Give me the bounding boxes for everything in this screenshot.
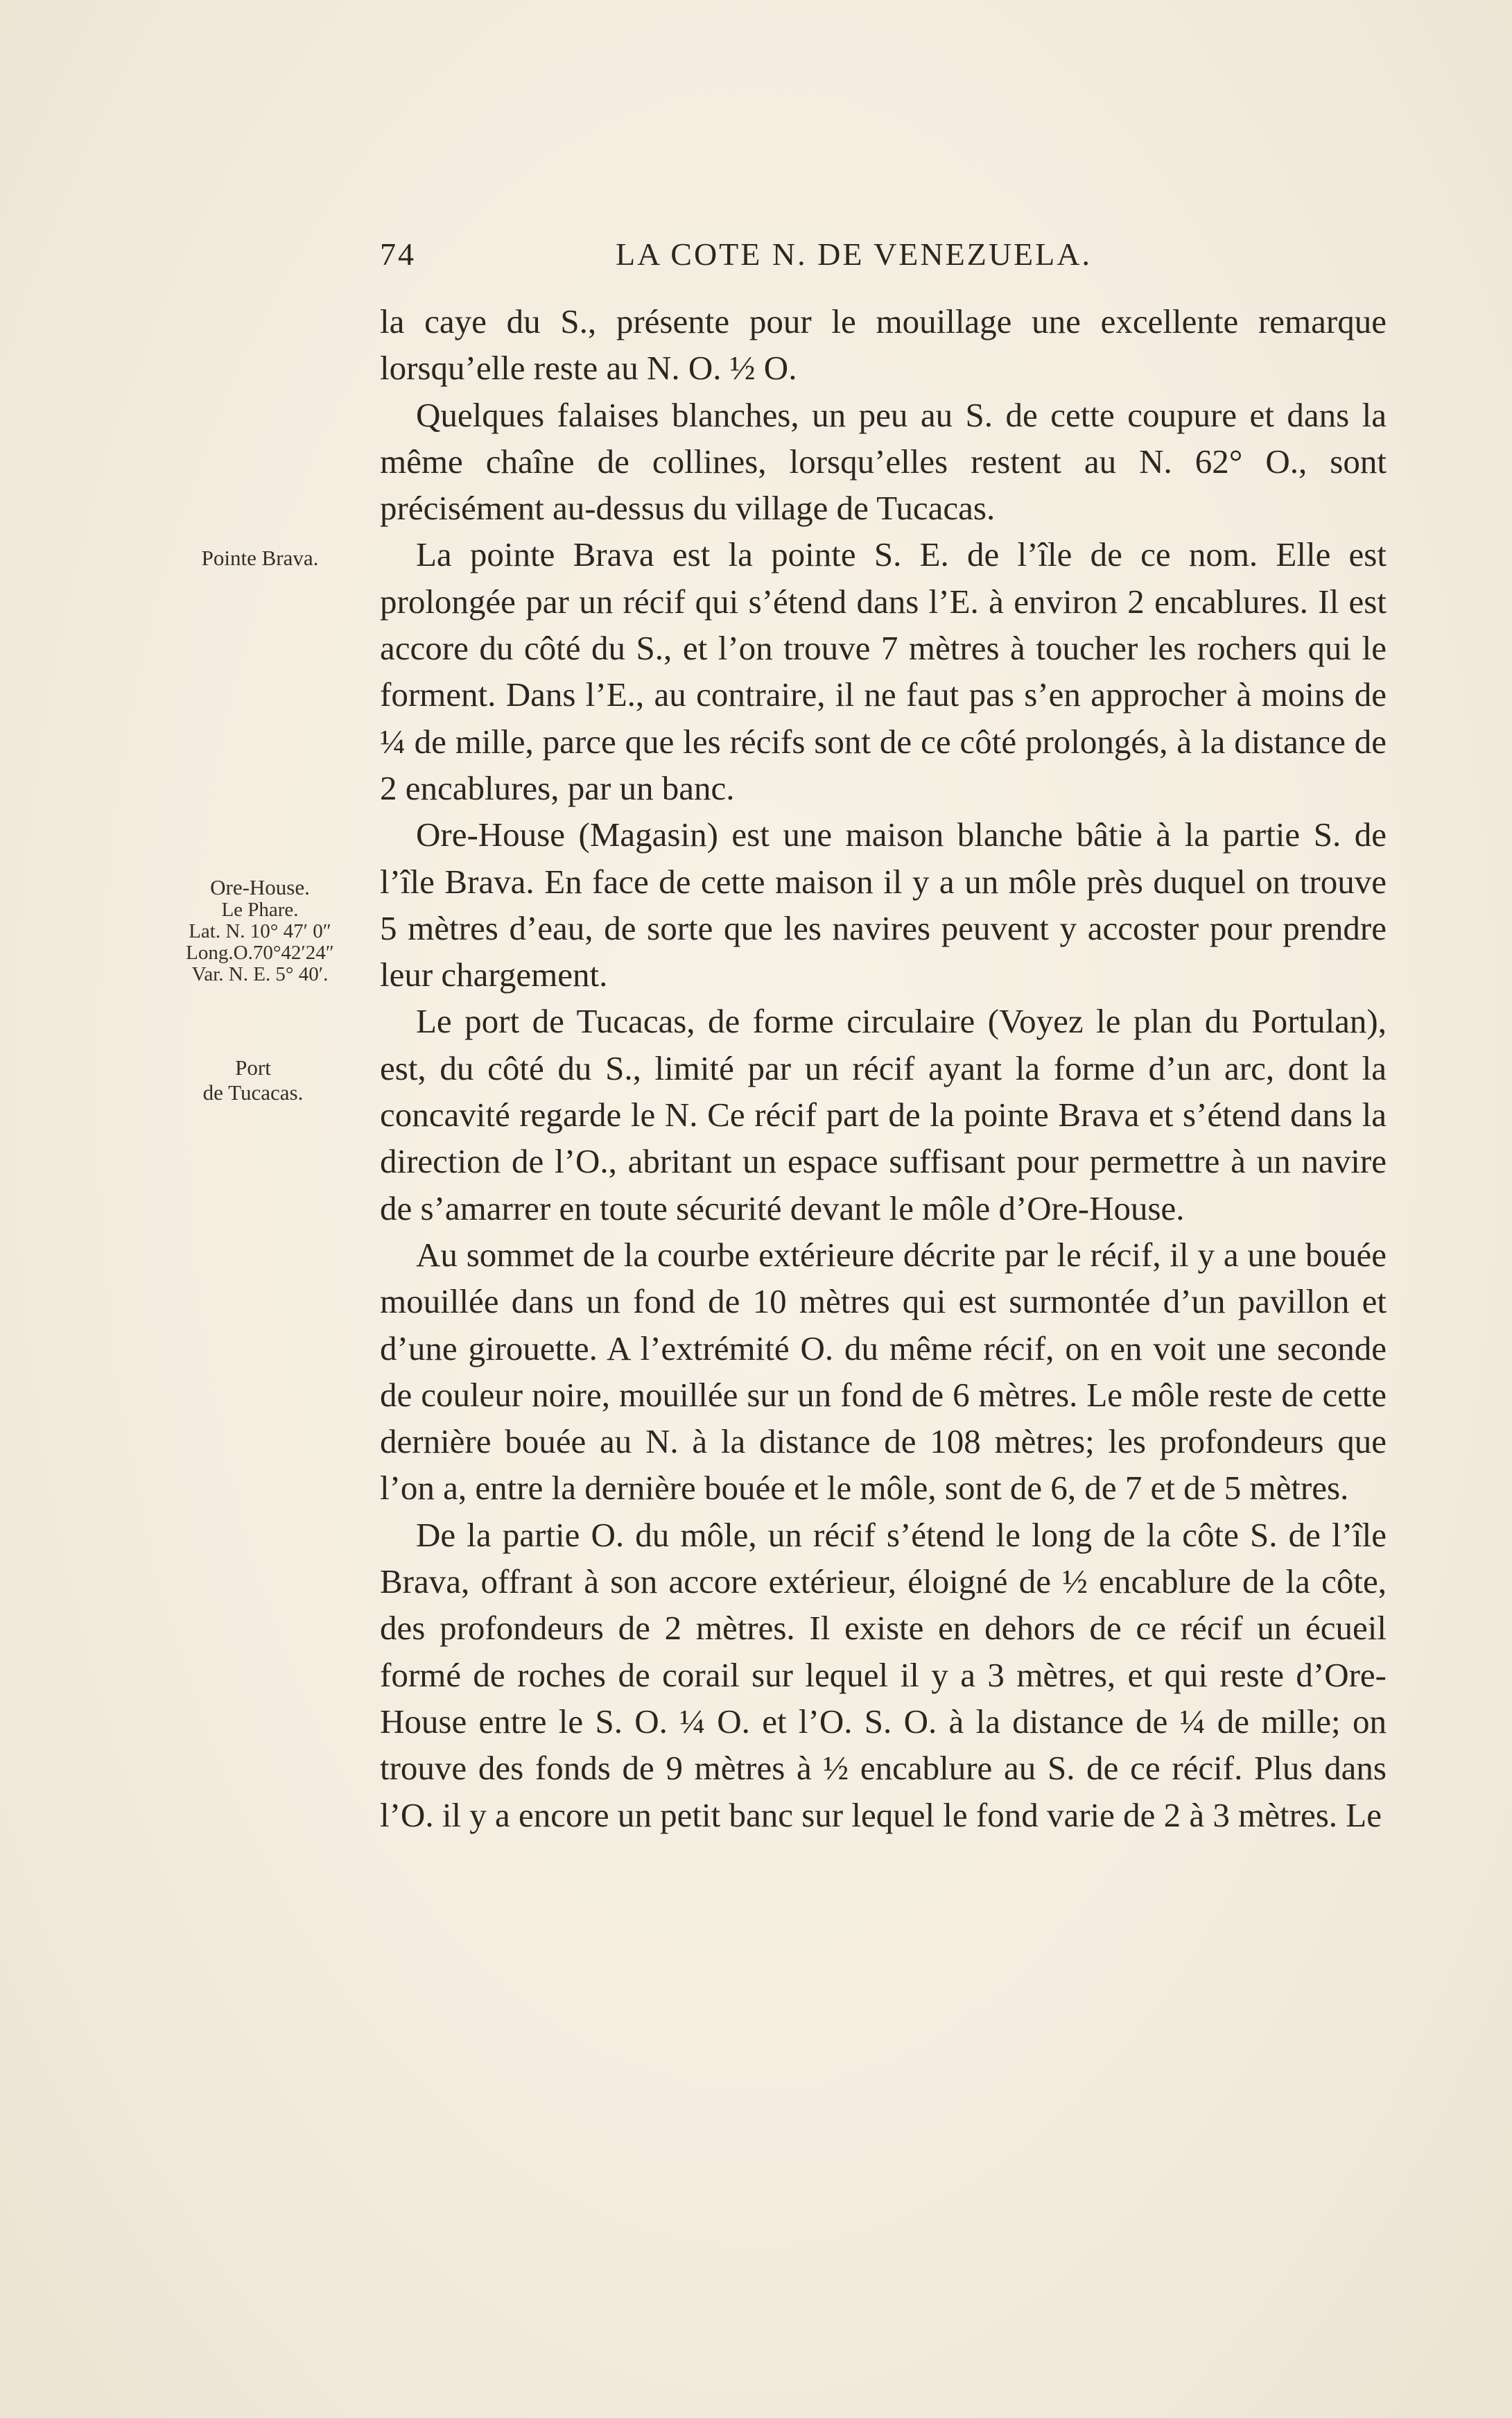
paragraph: De la partie O. du môle, un récif s’étend le long de la côte S. de l’île Brava, offrant à son accore extérieur, éloigné de ½ encablure de la côte, des profondeurs de 2 mètres. Il existe en dehors de ce récif un écueil formé de roches de corail sur lequel il y a 3 mètres, et qui reste d’Ore-House entre le S. O. ¼ O. et l’O. S. O. à la distance de ¼ de mille; on trouve des fonds de 9 mètres à ½ encablure au S. de ce récif. Plus dans l’O. il y a encore un petit banc sur lequel le fond varie de 2 à 3 mètres. Le xyxy=(380,1515,1387,1834)
page-header xyxy=(380,236,1387,284)
margin-note-port-tucacas xyxy=(177,1055,329,1105)
margin-note-port-line1: Port xyxy=(235,1055,271,1080)
paragraph: la caye du S., présente pour le mouillage une excellente remarque lorsqu’elle reste au N. O. ½ O. xyxy=(380,302,1387,388)
margin-note-ore-house-line2: Lat. N. 10° 47′ 0″ xyxy=(189,920,331,942)
margin-note-ore-house xyxy=(177,876,343,985)
margin-note-ore-house-line3: Long.O.70°42′24″ xyxy=(186,942,334,964)
paragraph: La pointe Brava est la pointe S. E. de l’île de ce nom. Elle est prolongée par un récif qui s’étend dans l’E. à environ 2 encablures. Il est accore du côté du S., et l’on trouve 7 mètres à toucher les rochers qui le forment. Dans l’E., au contraire, il ne faut pas s’en approcher à moins de ¼ de mille, parce que les récifs sont de ce côté prolongés, à la distance de 2 encablures, par un banc. xyxy=(380,535,1387,807)
paragraph: Ore-House (Magasin) est une maison blanche bâtie à la partie S. de l’île Brava. En face de cette maison il y a un môle près duquel on trouve 5 mètres d’eau, de sorte que les navires peuvent y accoster pour prendre leur chargement. xyxy=(380,815,1387,994)
paragraph: Quelques falaises blanches, un peu au S. de cette coupure et dans la même chaîne de collines, lorsqu’elles restent au N. 62° O., sont précisément au-dessus du village de Tucacas. xyxy=(380,395,1387,528)
page-number: 74 xyxy=(380,236,416,272)
margin-note-pointe-brava: Pointe Brava. xyxy=(201,546,319,570)
paragraph: Le port de Tucacas, de forme circulaire (Voyez le plan du Portulan), est, du côté du S., limité par un récif ayant la forme d’un arc, dont la concavité regarde le N. Ce récif part de la pointe Brava et s’étend dans la direction de l’O., abritant un espace suffisant pour permettre à un navire de s’amarrer en toute sécurité devant le môle d’Ore-House. xyxy=(380,1002,1387,1227)
running-title: LA COTE N. DE VENEZUELA. xyxy=(616,236,1092,272)
paragraph: Au sommet de la courbe extérieure décrite par le récif, il y a une bouée mouillée dans un fond de 10 mètres qui est surmontée d’un pavillon et d’une girouette. A l’extrémité O. du même récif, on en voit une seconde de couleur noire, mouillée sur un fond de 6 mètres. Le môle reste de cette dernière bouée au N. à la distance de 108 mètres; les profondeurs que l’on a, entre la dernière bouée et le môle, sont de 6, de 7 et de 5 mètres. xyxy=(380,1235,1387,1508)
body-text xyxy=(380,298,1387,1838)
margin-note-port-line2: de Tucacas. xyxy=(202,1080,304,1105)
margin-note-ore-house-line1: Le Phare. xyxy=(221,899,299,921)
margin-note-ore-house-title: Ore-House. xyxy=(210,875,310,899)
margin-note-ore-house-line4: Var. N. E. 5° 40′. xyxy=(191,963,329,985)
